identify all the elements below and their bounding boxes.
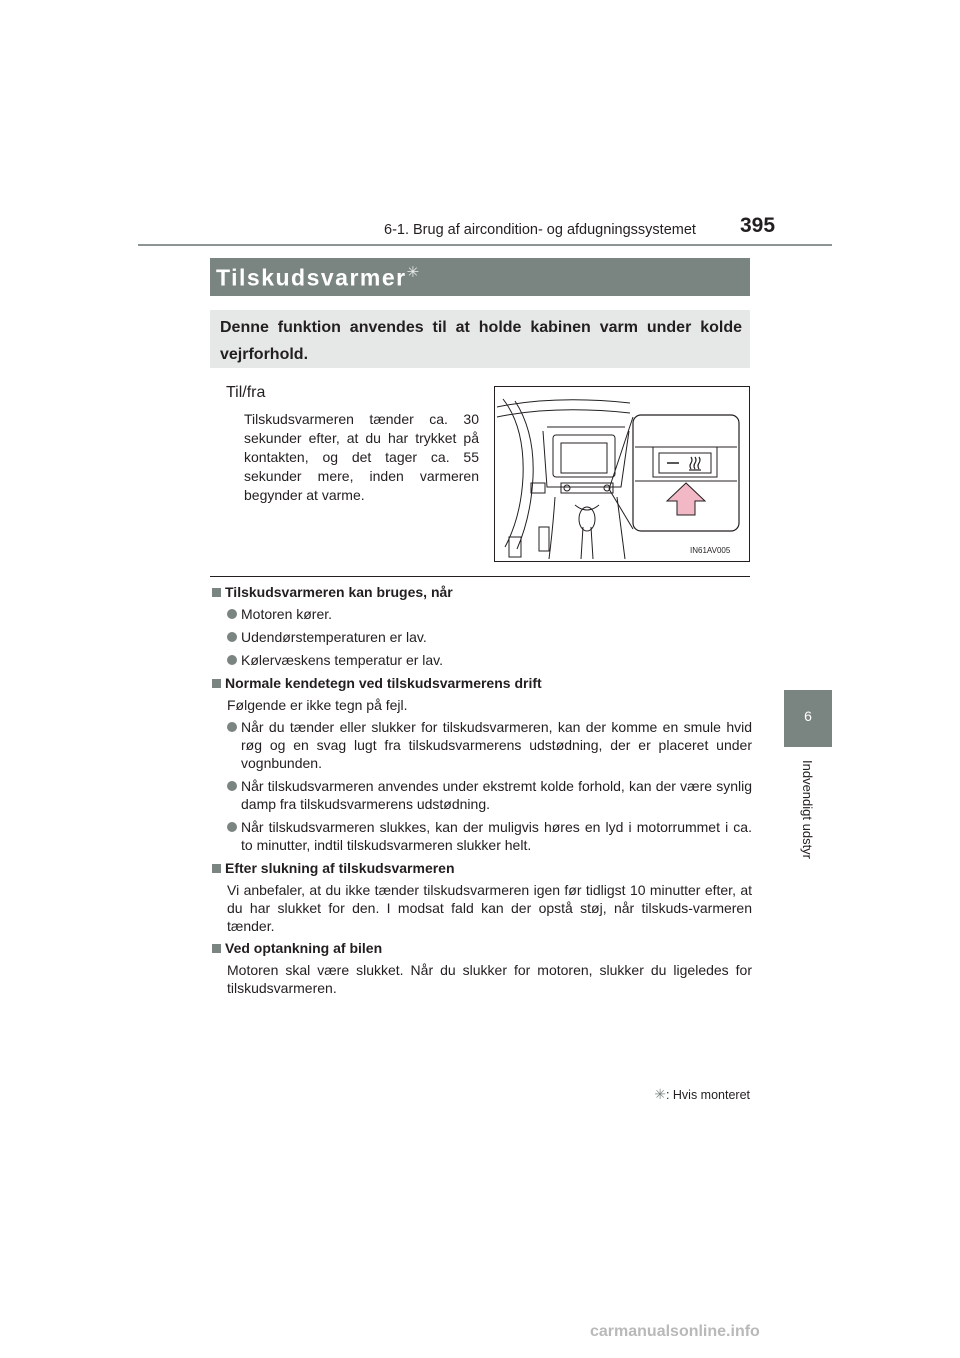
chapter-number: 6 (804, 708, 812, 724)
title-label: Tilskudsvarmer (216, 264, 407, 291)
dashboard-drawing (495, 387, 749, 561)
section-heading: Efter slukning af tilskudsvarmeren (212, 859, 752, 877)
running-header: 6-1. Brug af aircondition- og afdugningssystemet (384, 222, 696, 238)
page-title (216, 263, 421, 292)
watermark: carmanualsonline.info (590, 1323, 760, 1340)
section-text: Vi anbefaler, at du ikke tænder tilskudsvarmeren igen før tidligst 10 minutter efter, at du har slukket for den. I modsat fald kan der opstå støj, når tilskuds-varmeren tænder. (227, 882, 752, 934)
bullet-item: Når tilskudsvarmeren slukkes, kan der muligvis høres en lyd i motorrummet i ca. to minutter, indtil tilskudsvarmeren slukker helt. (227, 818, 752, 854)
section-heading: Tilskudsvarmeren kan bruges, når (212, 583, 752, 601)
header-rule (138, 244, 832, 246)
dashboard-illustration (494, 386, 750, 562)
optional-marker-icon: ✳ (406, 264, 421, 281)
bullet-item: Udendørstemperaturen er lav. (227, 628, 752, 646)
section-heading: Normale kendetegn ved tilskudsvarmerens drift (212, 674, 752, 692)
body-content (212, 583, 752, 1001)
page-number: 395 (740, 214, 776, 237)
chapter-label: Indvendigt udstyr (800, 760, 815, 860)
figure-code: IN61AV005 (690, 546, 731, 555)
section-text: Motoren skal være slukket. Når du slukker for motoren, slukker du ligeledes for tilskudsvarmeren. (227, 962, 752, 996)
bullet-item: Når du tænder eller slukker for tilskudsvarmeren, kan der komme en smule hvid røg og en svag lugt fra tilskudsvarmerens udstødning, der er placeret under vognbunden. (227, 718, 752, 772)
bullet-item: Motoren kører. (227, 605, 752, 623)
footnote-text: : Hvis monteret (665, 1088, 750, 1102)
section-text: Følgende er ikke tegn på fejl. (227, 697, 408, 713)
section-heading: Ved optankning af bilen (212, 939, 752, 957)
bullet-item: Når tilskudsvarmeren anvendes under ekstremt kolde forhold, kan der være synlig damp fra tilskudsvarmerens udstødning. (227, 777, 752, 813)
onoff-description: Tilskudsvarmeren tænder ca. 30 sekunder efter, at du har trykket på kontakten, og det tager ca. 55 sekunder mere, inden varmeren begynder at varme. (244, 411, 479, 503)
bullet-item: Kølervæskens temperatur er lav. (227, 651, 752, 669)
intro-text: Denne funktion anvendes til at holde kabinen varm under kolde vejrforhold. (220, 319, 742, 363)
section-rule (210, 576, 750, 577)
press-arrow (667, 483, 705, 515)
footnote-marker-icon: ✳ (654, 1086, 666, 1102)
onoff-heading: Til/fra (226, 384, 266, 401)
footnote (620, 1086, 750, 1103)
